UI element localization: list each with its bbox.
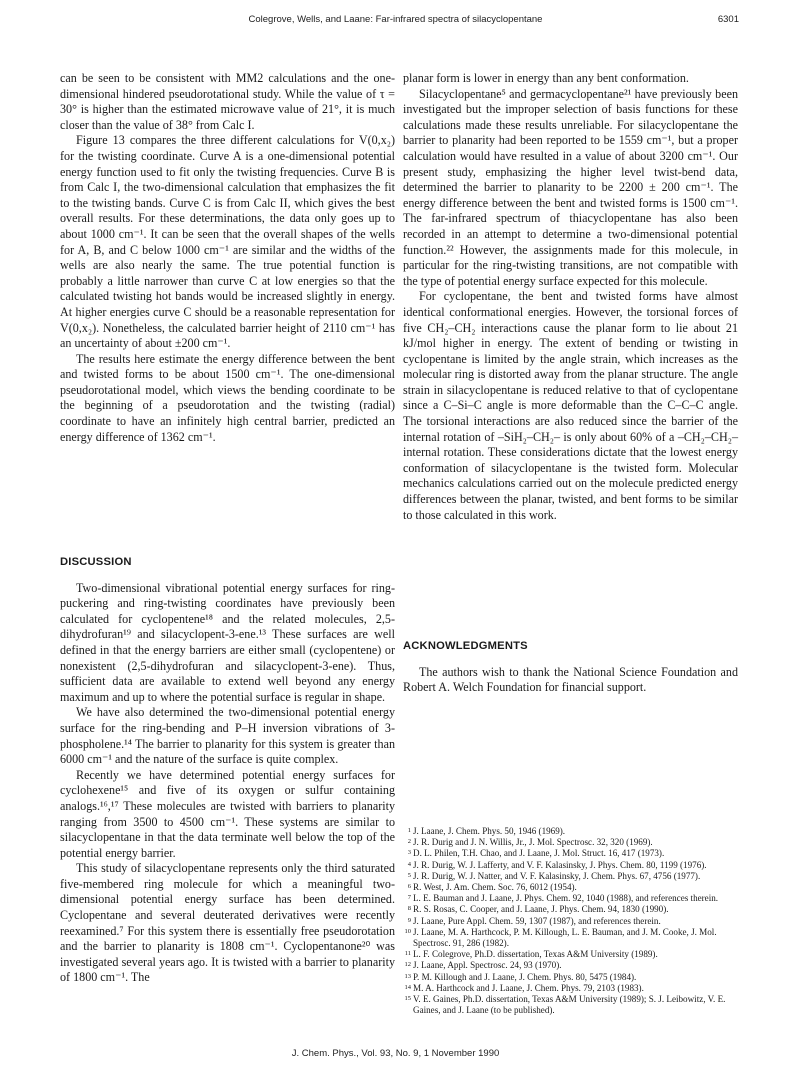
paragraph: The results here estimate the energy difference between the bent and twisted forms to be about 1500 cm⁻¹. The one-dimensional pseudorotational model, which views the bending coordinate to be the beginning of a pseudorotation and the twisting (radial) coordinate to have an infinitely high central barrier, predicted an energy difference of 1362 cm⁻¹. <box>60 351 395 444</box>
paragraph: Silacyclopentane⁵ and germacyclopentane²¹ have previously been investigated but the improper selection of basis functions for these calculations made these results unreliable. For silacyclopentane the barrier to planarity had been reported to be 1559 cm⁻¹, but a proper calculation would have resulted in a value of about 3200 cm⁻¹. Our present study, emphasizing the higher level twist-bend data, determined the barrier to planarity to be 2200 ± 200 cm⁻¹. The energy difference between the bent and twisted forms is 1500 cm⁻¹. The far-infrared spectrum of thiacyclopentane has also been recorded in an attempt to determine a two-dimensional potential function.²² However, the assignments made for this molecule, in particular for the ring-twisting transitions, are not compatible with the type of potential energy surface expected for this molecule. <box>403 86 738 288</box>
reference-text: J. R. Durig, W. J. Natter, and V. F. Kalasinsky, J. Chem. Phys. 67, 4756 (1977). <box>413 870 701 881</box>
reference-text: J. R. Durig and J. N. Willis, Jr., J. Mol. Spectrosc. 32, 320 (1969). <box>413 837 653 848</box>
page-number: 6301 <box>717 14 739 25</box>
reference-text: J. Laane, Pure Appl. Chem. 59, 1307 (1987), and references therein. <box>413 915 661 926</box>
section-heading-discussion: DISCUSSION <box>60 556 132 568</box>
reference-number: 6 <box>407 883 411 891</box>
reference-item <box>403 871 738 882</box>
reference-number: 10 <box>404 927 411 935</box>
reference-number: 2 <box>407 838 411 846</box>
reference-item <box>403 927 738 949</box>
reference-number: 7 <box>407 894 411 902</box>
reference-number: 14 <box>404 983 411 991</box>
reference-item <box>403 972 738 983</box>
reference-number: 13 <box>404 972 411 980</box>
journal-footer: J. Chem. Phys., Vol. 93, No. 9, 1 November 1990 <box>291 1048 500 1059</box>
section-heading-acknowledgments: ACKNOWLEDGMENTS <box>403 640 528 652</box>
reference-number: 8 <box>407 905 411 913</box>
reference-item <box>403 882 738 893</box>
reference-number: 5 <box>407 871 411 879</box>
right-column <box>403 71 738 523</box>
paragraph: can be seen to be consistent with MM2 calculations and the one-dimensional hindered pseudorotational study. While the value of τ = 30° is higher than the estimated microwave value of 21°, it is much closer than the value of 38° from Calc I. <box>60 71 395 132</box>
acknowledgments-section <box>403 639 738 696</box>
reference-text: M. A. Harthcock and J. Laane, J. Chem. Phys. 79, 2103 (1983). <box>413 982 644 993</box>
discussion-section <box>60 555 395 986</box>
reference-number: 9 <box>407 916 411 924</box>
reference-text: P. M. Killough and J. Laane, J. Chem. Phys. 80, 5475 (1984). <box>413 971 637 982</box>
reference-text: J. R. Durig, W. J. Lafferty, and V. F. Kalasinsky, J. Phys. Chem. 80, 1199 (1976). <box>413 859 707 870</box>
paragraph: For cyclopentane, the bent and twisted forms have almost identical conformational energies. However, the torsional forces of five CH₂–CH₂ interactions cause the planar form to lie about 21 kJ/mol higher in energy. The extent of bending or twisting in cyclopentane is limited by the angle strain, which increases as the molecular ring is distorted away from the planar structure. The angle strain in silacyclopentane is reduced relative to that of cyclopentane since a C–Si–C angle is more deformable than the C–C–C angle. The torsional interactions are also reduced since the barrier of the internal rotation of –SiH₂–CH₂– is only about 60% of a –CH₂–CH₂– internal rotation. These considerations dictate that the lowest energy conformation of silacyclopentane is the twisted form. Molecular mechanics calculations carried out on the molecule predicted energy differences between the planar, twisted, and bent forms to be similar to those calculated in this work. <box>403 289 738 522</box>
reference-text: V. E. Gaines, Ph.D. dissertation, Texas A&M University (1989); S. J. Leibowitz, V. E. Gaines, and J. Laane (to be published). <box>413 994 726 1016</box>
reference-item <box>403 960 738 971</box>
references-list <box>403 826 738 1016</box>
left-column <box>60 71 395 445</box>
reference-number: 12 <box>404 961 411 969</box>
reference-number: 4 <box>407 860 411 868</box>
paragraph: The authors wish to thank the National Science Foundation and Robert A. Welch Foundation for financial support. <box>403 664 738 695</box>
reference-item <box>403 893 738 904</box>
paragraph: Figure 13 compares the three different calculations for V(0,x₂) for the twisting coordinate. Curve A is a one-dimensional potential energy function used to fit only the twisting frequencies. Curve B is from Calc I, the two-dimensional calculation that emphasizes the fit to the twisting bands. Curve C is from Calc II, which gives the best overall results. For these determinations, the data only goes up to about 1000 cm⁻¹. It can be seen that the overall shapes of the wells for A, B, and C below 1000 cm⁻¹ are similar and the widths of the wells are also nearly the same. The true potential function is probably a little narrower than curve C at low energies so that the calculated twisting hot bands would be increased slightly in energy. At higher energies curve C should be a reasonable representation for V(0,x₂). Nonetheless, the calculated barrier height of 2110 cm⁻¹ has an uncertainty of about ±200 cm⁻¹. <box>60 133 395 351</box>
reference-text: J. Laane, J. Chem. Phys. 50, 1946 (1969). <box>413 826 566 836</box>
reference-number: 15 <box>404 995 411 1003</box>
reference-text: J. Laane, M. A. Harthcock, P. M. Killough, L. E. Bauman, and J. M. Cooke, J. Mol. Spectrosc. 91, 286 (1982). <box>413 926 717 949</box>
reference-text: D. L. Philen, T.H. Chao, and J. Laane, J. Mol. Struct. 16, 417 (1973). <box>413 848 665 859</box>
reference-item <box>403 949 738 960</box>
reference-text: R. S. Rosas, C. Cooper, and J. Laane, J. Phys. Chem. 94, 1830 (1990). <box>413 904 669 915</box>
reference-item <box>403 983 738 994</box>
paragraph: We have also determined the two-dimensional potential energy surface for the ring-bending and P–H inversion vibrations of 3-phospholene.¹⁴ The barrier to planarity for this system is greater than 6000 cm⁻¹ and the nature of the surface is quite complex. <box>60 705 395 767</box>
reference-number: 1 <box>407 827 411 834</box>
reference-item <box>403 994 738 1016</box>
reference-item <box>403 837 738 848</box>
running-title: Colegrove, Wells, and Laane: Far-infrared spectra of silacyclopentane <box>248 14 543 25</box>
reference-item <box>403 826 738 837</box>
paragraph: Two-dimensional vibrational potential energy surfaces for ring-puckering and ring-twisting coordinates have previously been calculated for cyclopentene¹⁸ and the related molecules, 2,5-dihydrofuran¹⁹ and silacyclopent-3-ene.¹³ These surfaces are well defined in that the energy barriers are either small (cyclopentene) or nonexistent (2,5-dihydrofuran and silacyclopent-3-ene). Thus, sufficient data are available to extend well beyond any energy maximum and up to where the potential surface is regular in shape. <box>60 580 395 704</box>
reference-item <box>403 848 738 859</box>
reference-number: 11 <box>404 950 411 958</box>
reference-number: 3 <box>407 849 411 857</box>
paragraph: This study of silacyclopentane represents only the third saturated five-membered ring molecule for which a meaningful two-dimensional potential energy surface has been determined. Cyclopentane and several deuterated derivatives were recently reexamined.⁷ For this system there is essentially free pseudorotation and the barrier to planarity is 1808 cm⁻¹. Cyclopentanone²⁰ was investigated several years ago. It is twisted with a barrier to planarity of 1800 cm⁻¹. The <box>60 861 395 985</box>
reference-text: R. West, J. Am. Chem. Soc. 76, 6012 (1954). <box>413 882 577 893</box>
reference-text: J. Laane, Appl. Spectrosc. 24, 93 (1970). <box>413 960 562 971</box>
reference-item <box>403 860 738 871</box>
paragraph: Recently we have determined potential energy surfaces for cyclohexene¹⁵ and five of its oxygen or sulfur containing analogs.¹⁶,¹⁷ These molecules are twisted with barriers to planarity ranging from 3500 to 4500 cm⁻¹. These systems are similar to silacyclopentane in that the data terminate well below the top of the potential energy barrier. <box>60 767 395 860</box>
paragraph: planar form is lower in energy than any bent conformation. <box>403 71 689 85</box>
reference-text: L. E. Bauman and J. Laane, J. Phys. Chem. 92, 1040 (1988), and references therein. <box>413 893 719 904</box>
reference-item <box>403 904 738 915</box>
reference-text: L. F. Colegrove, Ph.D. dissertation, Texas A&M University (1989). <box>413 949 658 960</box>
reference-item <box>403 916 738 927</box>
